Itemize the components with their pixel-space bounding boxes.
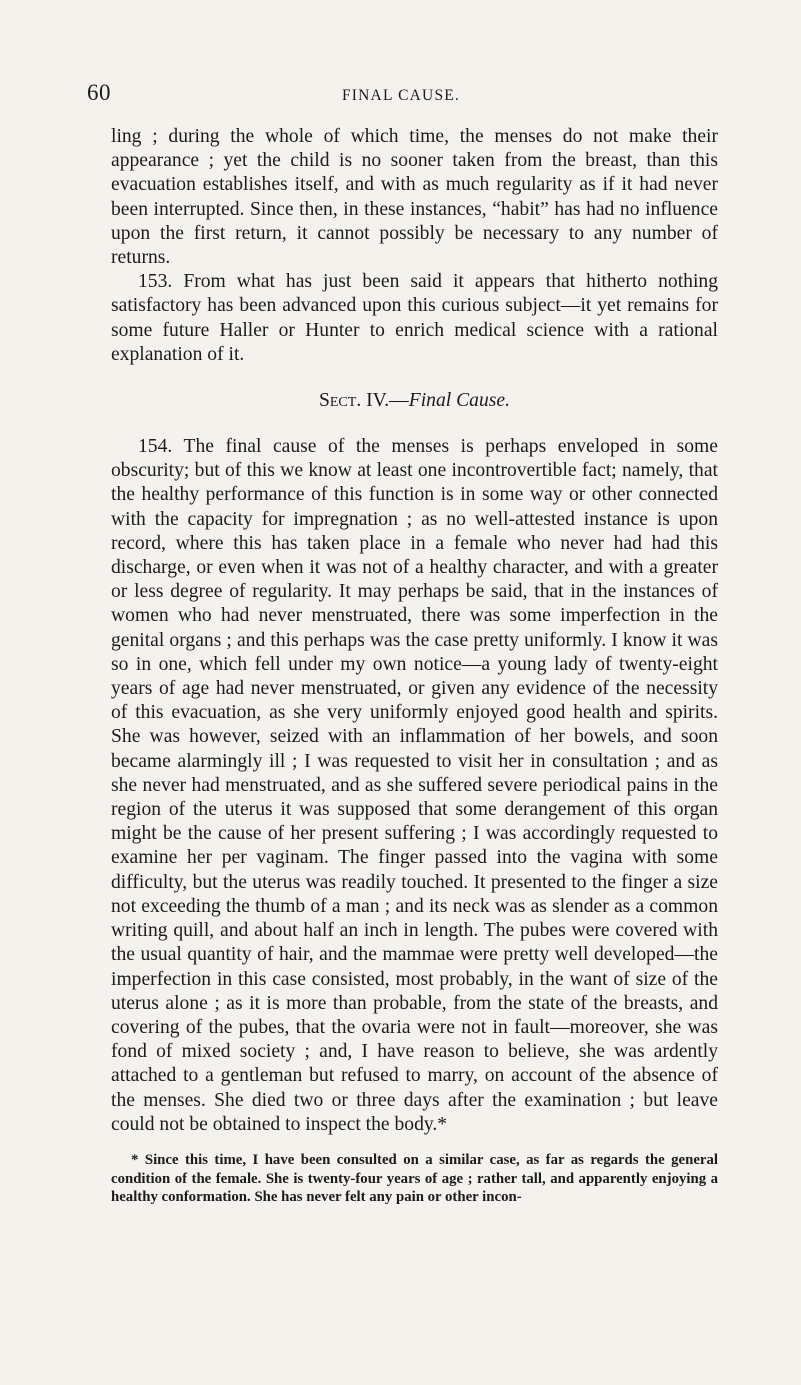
section-dash: — <box>389 390 409 412</box>
section-heading <box>111 389 718 413</box>
page-body <box>111 125 718 1207</box>
running-head: FINAL CAUSE. <box>341 87 461 104</box>
page-number: 60 <box>87 80 111 105</box>
page-header <box>87 80 715 110</box>
section-title: Final Cause. <box>408 390 510 412</box>
paragraph-continued: ling ; during the whole of which time, the menses do not make their appearance ; yet the child is no sooner taken from the breast, than this evacuation establishes itself, and with as much regularity as if it had never been interrupted. Since then, in these instances, “habit” has had no influence upon the first return, it cannot possibly be necessary to any number of returns. <box>111 126 718 269</box>
section-label: Sect. IV. <box>318 390 390 412</box>
paragraph-153: 153. From what has just been said it appears that hitherto nothing satisfactory has been advanced upon this curious subject—it yet remains for some future Haller or Hunter to enrich medical science with a rational explanation of it. <box>111 271 718 365</box>
paragraph-154: 154. The final cause of the menses is perhaps enveloped in some obscurity; but of this we know at least one incontrovertible fact; namely, that the healthy performance of this function is in some way or other connected with the capacity for impregnation ; as no well-attested instance is upon record, where this has taken place in a female who never had had this discharge, or even when it was not of a healthy character, and with a greater or less degree of regularity. It may perhaps be said, that in the instances of women who had never menstruated, there was some imperfection in the genital organs ; and this perhaps was the case pretty uniformly. I know it was so in one, which fell under my own notice—a young lady of twenty-eight years of age had never menstruated, or given any evidence of the necessity of this evacuation, as she very uniformly enjoyed good health and spirits. She was however, seized with an inflammation of her bowels, and soon became alarmingly ill ; I was requested to visit her in consultation ; and as she never had menstruated, and as she suffered severe periodical pains in the region of the uterus it was supposed that some derangement of this organ might be the cause of her present suffering ; I was accordingly requested to examine her per vaginam. The finger passed into the vagina with some difficulty, but the uterus was readily touched. It presented to the finger a size not exceeding the thumb of a man ; and its neck was as slender as a common writing quill, and about half an inch in length. The pubes were covered with the usual quantity of hair, and the mammae were pretty well developed—the imperfection in this case consisted, most probably, in the want of size of the uterus alone ; as it is more than probable, from the state of the breasts, and covering of the pubes, that the ovaria were not in fault—moreover, she was fond of mixed society ; and, I have reason to believe, she was ardently attached to a gentleman but refused to marry, on account of the absence of the menses. She died two or three days after the examination ; but leave could not be obtained to inspect the body.* <box>111 436 718 1135</box>
footnote: * Since this time, I have been consulted on a similar case, as far as regards the general condition of the female. She is twenty-four years of age ; rather tall, and apparently enjoying a healthy conformation. She has never felt any pain or other incon- <box>111 1151 718 1206</box>
